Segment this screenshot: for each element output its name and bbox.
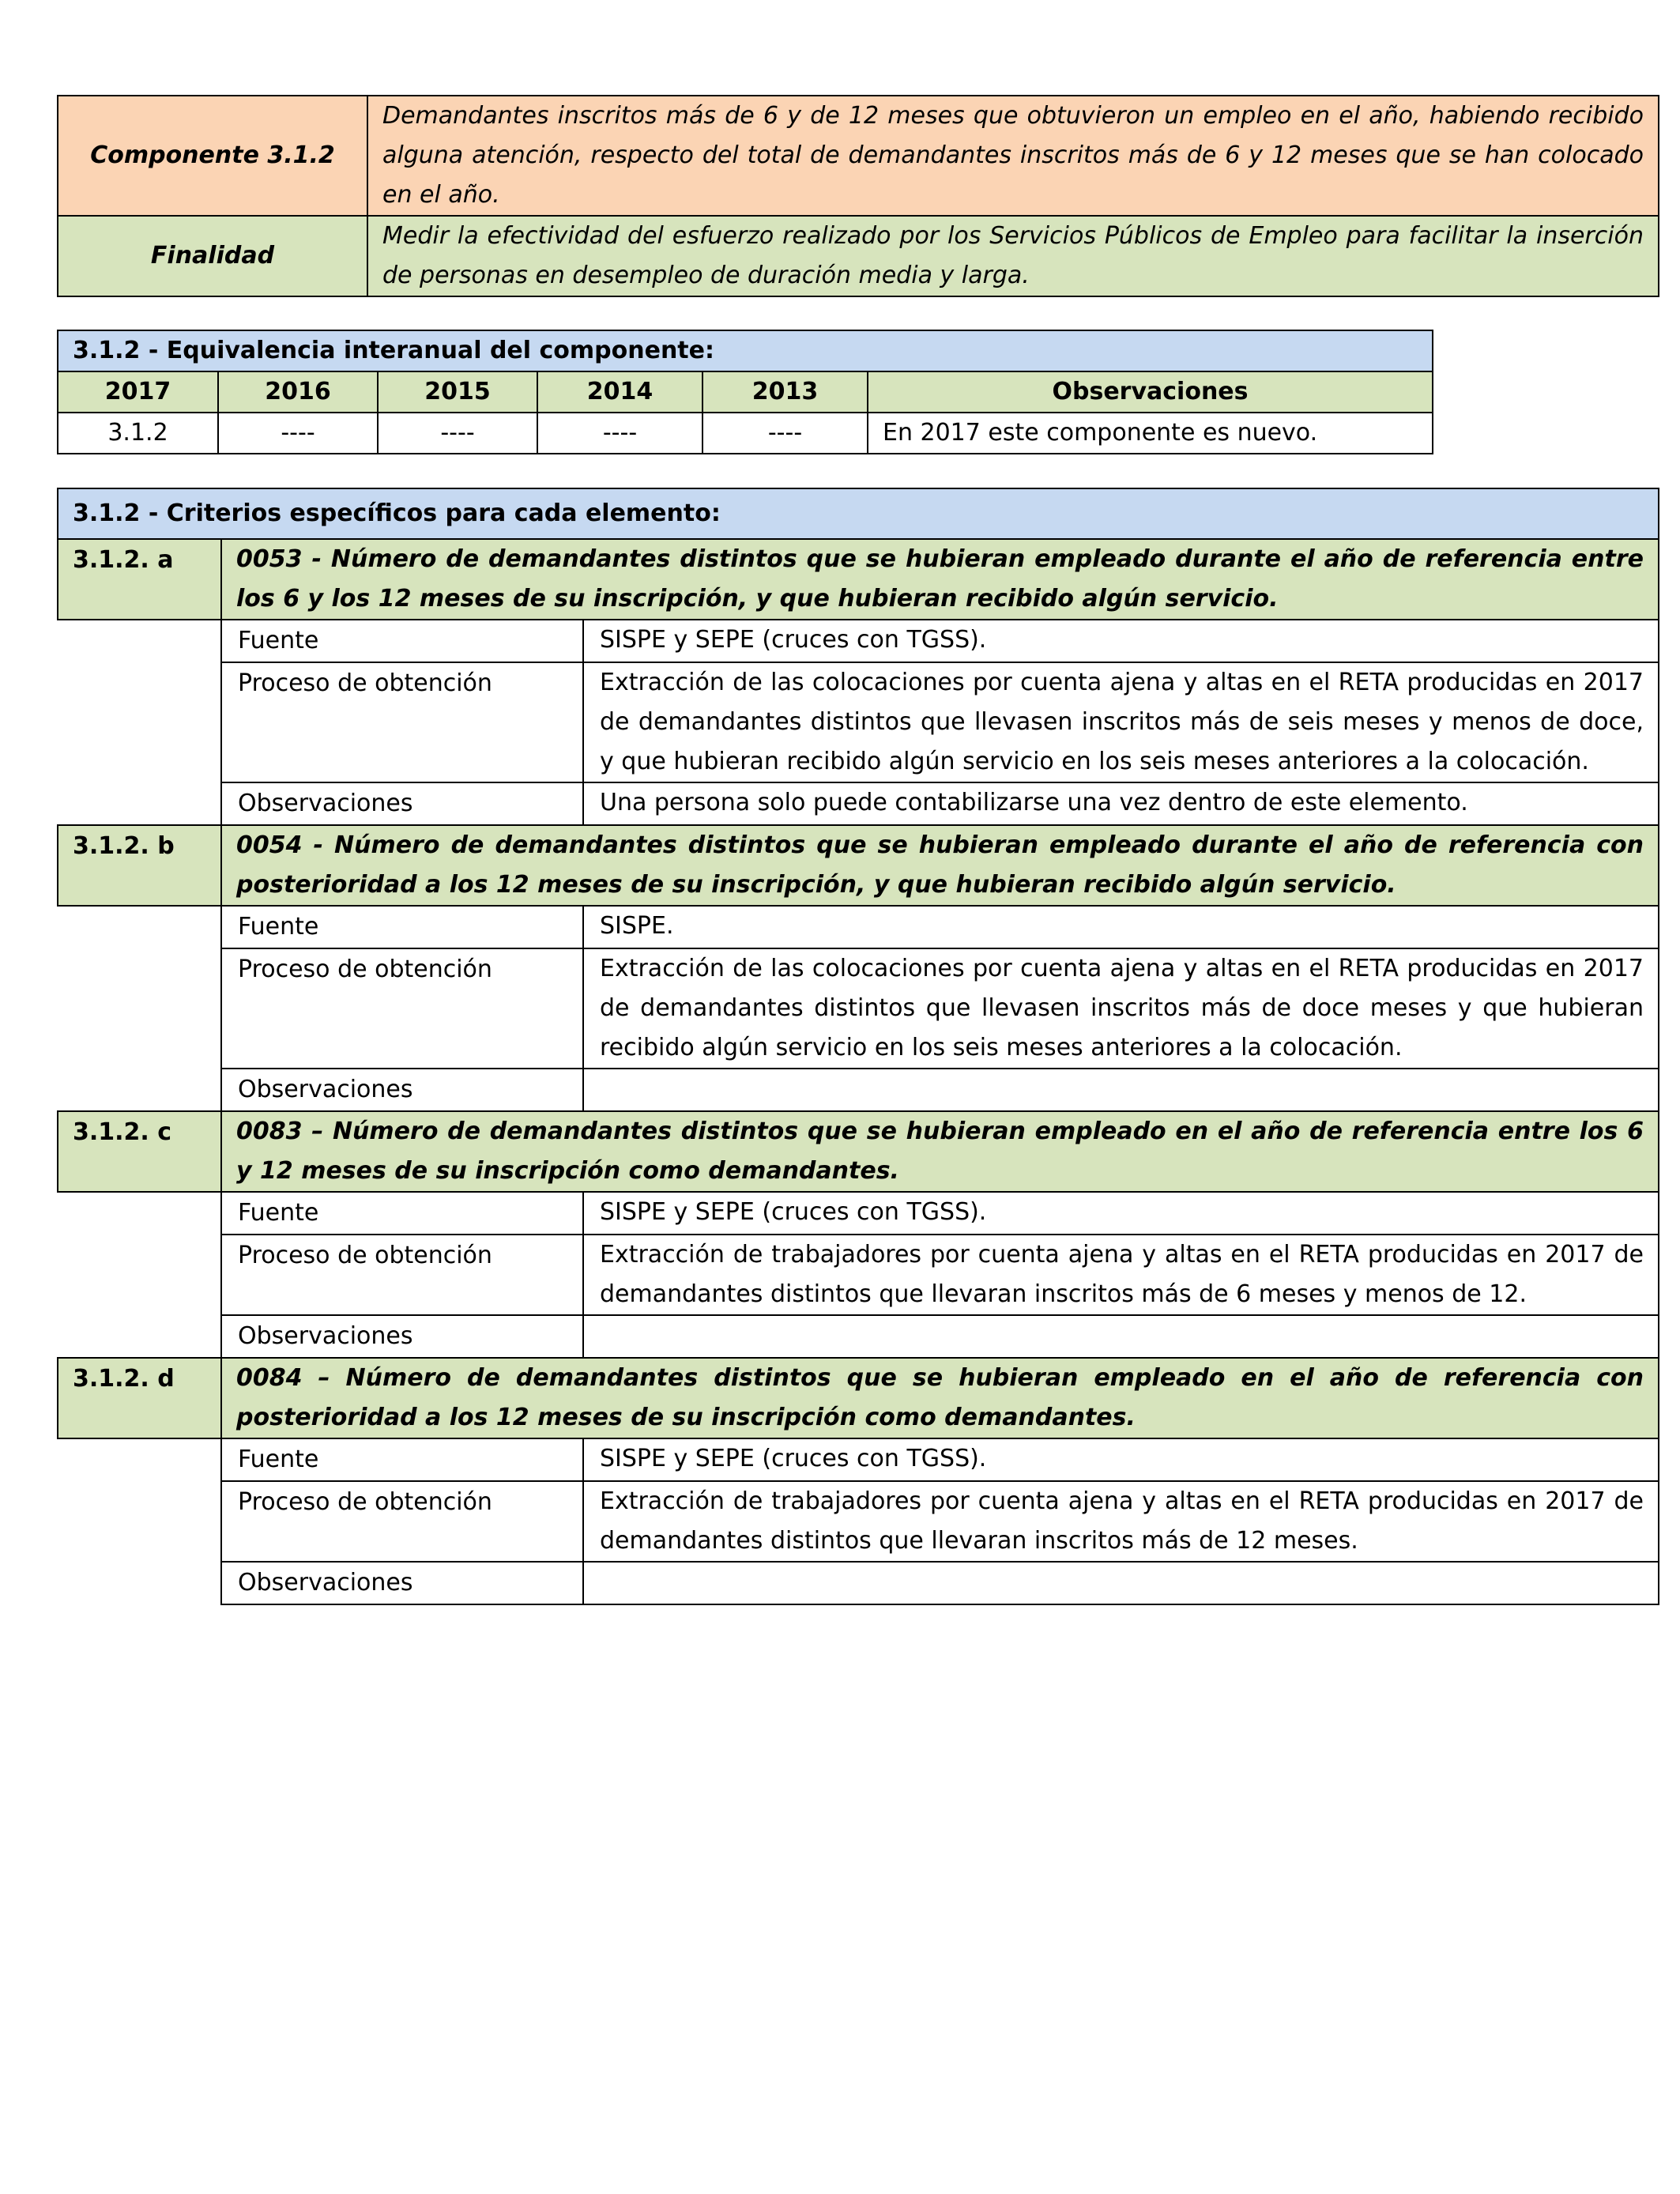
criterios-title: 3.1.2 - Criterios específicos para cada elemento: [58, 488, 1659, 539]
finalidad-row [58, 216, 1659, 296]
fuente-value: SISPE y SEPE (cruces con TGSS). [583, 1438, 1659, 1481]
elemento-title: 0053 - Número de demandantes distintos que se hubieran empleado durante el año de referencia entre los 6 y los 12 meses de su inscripción, y que hubieran recibido algún servicio. [221, 539, 1659, 620]
observaciones-label: Observaciones [221, 782, 583, 825]
component-table [57, 95, 1659, 297]
elemento-title: 0084 – Número de demandantes distintos que se hubieran empleado en el año de referencia con posterioridad a los 12 meses de su inscripción como demandantes. [221, 1358, 1659, 1438]
elemento-title: 0083 – Número de demandantes distintos que se hubieran empleado en el año de referencia entre los 6 y 12 meses de su inscripción como demandantes. [221, 1111, 1659, 1192]
fuente-value: SISPE. [583, 906, 1659, 948]
fuente-value: SISPE y SEPE (cruces con TGSS). [583, 620, 1659, 662]
col-header: 2017 [58, 371, 218, 413]
fuente-label: Fuente [221, 1438, 583, 1481]
proceso-row [58, 1235, 1659, 1315]
criterios-table [57, 488, 1659, 1605]
componente-text: Demandantes inscritos más de 6 y de 12 meses que obtuvieron un empleo en el año, habiendo recibido alguna atención, respecto del total de demandantes inscritos más de 6 y 12 meses que se han colocado en el año. [367, 96, 1659, 216]
table-cell: ---- [378, 413, 537, 454]
observaciones-value: Una persona solo puede contabilizarse una vez dentro de este elemento. [583, 782, 1659, 825]
col-header: 2014 [537, 371, 703, 413]
equivalencia-row [58, 413, 1433, 454]
proceso-label: Proceso de obtención [221, 948, 583, 1069]
observaciones-value [583, 1562, 1659, 1604]
proceso-value: Extracción de trabajadores por cuenta ajena y altas en el RETA producidas en 2017 de demandantes distintos que llevaran inscritos más de 6 meses y menos de 12. [583, 1235, 1659, 1315]
table-cell: ---- [537, 413, 703, 454]
elemento-header-row [58, 539, 1659, 620]
proceso-row [58, 662, 1659, 782]
proceso-row [58, 948, 1659, 1069]
observaciones-row [58, 1069, 1659, 1111]
elemento-code: 3.1.2. b [58, 825, 221, 906]
observaciones-row [58, 782, 1659, 825]
observaciones-row [58, 1315, 1659, 1358]
fuente-row [58, 1192, 1659, 1235]
elemento-header-row [58, 1358, 1659, 1438]
elemento-code: 3.1.2. c [58, 1111, 221, 1192]
fuente-value: SISPE y SEPE (cruces con TGSS). [583, 1192, 1659, 1235]
componente-label: Componente 3.1.2 [58, 96, 367, 216]
proceso-value: Extracción de trabajadores por cuenta ajena y altas en el RETA producidas en 2017 de demandantes distintos que llevaran inscritos más de 12 meses. [583, 1481, 1659, 1562]
observaciones-label: Observaciones [221, 1069, 583, 1111]
observaciones-value [583, 1315, 1659, 1358]
table-cell: 3.1.2 [58, 413, 218, 454]
proceso-value: Extracción de las colocaciones por cuenta ajena y altas en el RETA producidas en 2017 de demandantes distintos que llevasen inscritos más de doce meses y que hubieran recibido algún servicio en los seis meses anteriores a la colocación. [583, 948, 1659, 1069]
table-cell: ---- [703, 413, 868, 454]
observaciones-row [58, 1562, 1659, 1604]
col-header: 2016 [218, 371, 378, 413]
fuente-row [58, 906, 1659, 948]
fuente-label: Fuente [221, 906, 583, 948]
observaciones-label: Observaciones [221, 1562, 583, 1604]
observaciones-label: Observaciones [221, 1315, 583, 1358]
table-cell: ---- [218, 413, 378, 454]
finalidad-text: Medir la efectividad del esfuerzo realizado por los Servicios Públicos de Empleo para facilitar la inserción de personas en desempleo de duración media y larga. [367, 216, 1659, 296]
equivalencia-table [57, 330, 1433, 454]
fuente-row [58, 1438, 1659, 1481]
fuente-row [58, 620, 1659, 662]
elemento-header-row [58, 825, 1659, 906]
proceso-label: Proceso de obtención [221, 1235, 583, 1315]
equivalencia-title: 3.1.2 - Equivalencia interanual del componente: [58, 330, 1433, 371]
elemento-header-row [58, 1111, 1659, 1192]
componente-row [58, 96, 1659, 216]
elemento-title: 0054 - Número de demandantes distintos que se hubieran empleado durante el año de referencia con posterioridad a los 12 meses de su inscripción, y que hubieran recibido algún servicio. [221, 825, 1659, 906]
table-cell: En 2017 este componente es nuevo. [868, 413, 1433, 454]
finalidad-label: Finalidad [58, 216, 367, 296]
col-header: 2015 [378, 371, 537, 413]
fuente-label: Fuente [221, 1192, 583, 1235]
elemento-code: 3.1.2. a [58, 539, 221, 620]
proceso-value: Extracción de las colocaciones por cuenta ajena y altas en el RETA producidas en 2017 de demandantes distintos que llevasen inscritos más de seis meses y menos de doce, y que hubieran recibido algún servicio en los seis meses anteriores a la colocación. [583, 662, 1659, 782]
col-header: 2013 [703, 371, 868, 413]
elemento-code: 3.1.2. d [58, 1358, 221, 1438]
equivalencia-header-row [58, 371, 1433, 413]
col-header: Observaciones [868, 371, 1433, 413]
proceso-label: Proceso de obtención [221, 662, 583, 782]
proceso-row [58, 1481, 1659, 1562]
proceso-label: Proceso de obtención [221, 1481, 583, 1562]
fuente-label: Fuente [221, 620, 583, 662]
observaciones-value [583, 1069, 1659, 1111]
